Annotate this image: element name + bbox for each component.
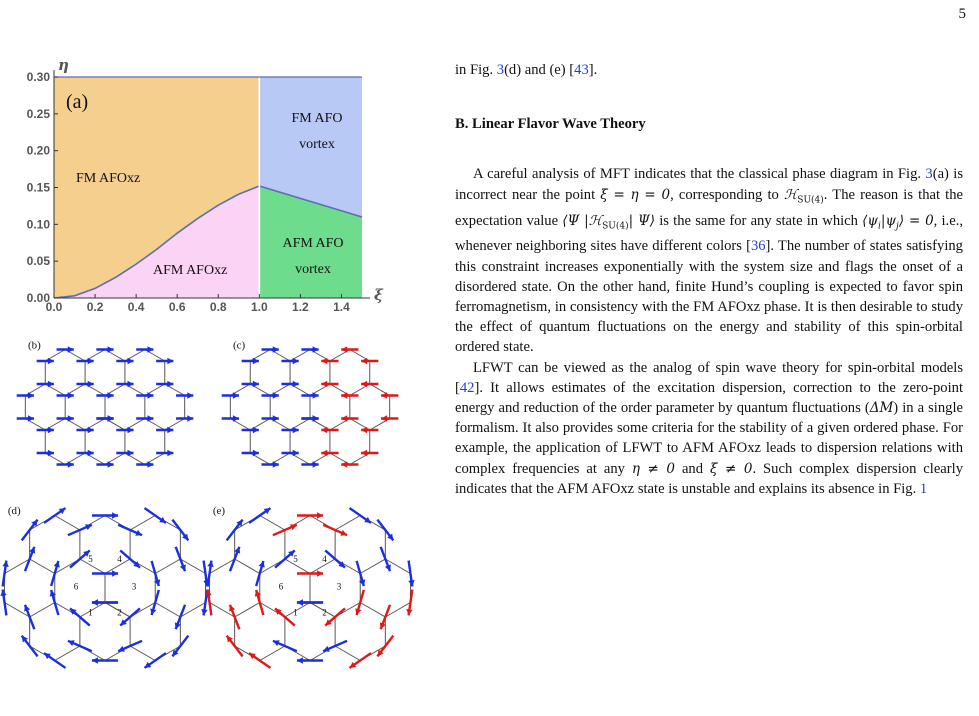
- spin-arrow-head: [88, 450, 94, 456]
- site-label: 6: [73, 581, 79, 592]
- spin-arrow-head: [273, 346, 279, 352]
- lattice-bond: [360, 603, 385, 618]
- spin-arrow-head: [293, 427, 299, 433]
- math-inline: ΔM: [869, 400, 894, 417]
- spin-arrow-head: [321, 427, 327, 433]
- spin-arrow-head: [147, 346, 153, 352]
- y-tick-label: 0.05: [26, 254, 50, 269]
- spin-arrow-head: [92, 657, 98, 663]
- spin-arrow-head: [321, 381, 327, 387]
- spin-arrow-head: [68, 392, 74, 398]
- spin-arrow-head: [128, 358, 134, 364]
- region-label: vortex: [299, 137, 335, 152]
- spin-arrow-head: [88, 427, 94, 433]
- site-label: 1: [88, 607, 93, 618]
- x-tick-label: 1.4: [333, 300, 350, 314]
- spin-arrow-head: [317, 512, 323, 518]
- x-tick-label: 1.2: [292, 300, 309, 314]
- x-tick-label: 0.0: [45, 300, 63, 314]
- panel-a-label: (a): [66, 91, 89, 113]
- site-label: 3: [131, 581, 137, 592]
- spin-arrow-head: [147, 392, 153, 398]
- panel-label: (e): [212, 505, 226, 518]
- spin-arrow-head: [128, 381, 134, 387]
- x-tick-label: 0.8: [209, 300, 227, 314]
- lattice-bond: [30, 559, 55, 574]
- spin-arrow-head: [253, 358, 259, 364]
- figure: [0, 50, 440, 716]
- lattice-bond: [235, 559, 260, 574]
- spin-arrow-head: [28, 392, 34, 398]
- spin-arrow-head: [92, 599, 98, 605]
- panel-label: (c): [232, 339, 246, 352]
- figure-svg: [0, 50, 440, 716]
- intro-paragraph: in Fig. 3(d) and (e) [43].: [455, 62, 598, 78]
- spin-arrow-head: [321, 450, 327, 456]
- math-inline: η ≠ 0: [631, 460, 676, 477]
- site-label: 1: [293, 607, 298, 618]
- spin-arrow-head: [341, 415, 347, 421]
- spin-arrow-head: [108, 346, 114, 352]
- math-inline: $⟨\psi_i|\psi_j⟩ = 0$: [862, 212, 934, 232]
- spin-arrow-head: [233, 392, 239, 398]
- lattice-bond: [55, 646, 80, 661]
- spin-arrow-head: [293, 358, 299, 364]
- panel-label: (d): [7, 505, 21, 518]
- spin-arrow-head: [297, 599, 303, 605]
- spin-arrow-head: [28, 415, 34, 421]
- citation-link[interactable]: 42: [459, 379, 475, 396]
- spin-arrow-head: [297, 657, 303, 663]
- spin-arrow-head: [167, 358, 173, 364]
- lattice-bond: [260, 646, 285, 661]
- spin-arrow-head: [88, 381, 94, 387]
- site-label: 3: [336, 581, 342, 592]
- spin-arrow-head: [233, 415, 239, 421]
- paragraph-mft: A careful analysis of MFT indicates that the classical phase diagram in Fig. 3(a) is incorrect near the point ξ = η = 0, corresponding to ℋ$_{SU(4)}$. The reason is that the expectation value ⟨Ψ |ℋ$_{SU(4)}$| Ψ⟩ is the same for any state in which $⟨\psi_i|\psi_j⟩ = 0$, i.e., whenever neighboring sites have different colors [36]. The number of states satisfying this constraint increases exponentially with the system size and flags the onset of a disordered state. On the other hand, finite Hund’s coupling is expected to favor spin ferromagnetism, in consistency with the FM AFOxz phase. It is then desirable to study the effect of quantum fluctuations on the energy and stability of this spin-orbital ordered state.: [455, 166, 963, 356]
- spin-arrow-head: [321, 358, 327, 364]
- section-heading: B. Linear Flavor Wave Theory: [455, 116, 646, 133]
- site-label: 2: [117, 607, 122, 618]
- spin-arrow-head: [313, 461, 319, 467]
- y-tick-label: 0.00: [26, 291, 50, 305]
- spin-arrow-head: [108, 415, 114, 421]
- spin-arrow-head: [147, 461, 153, 467]
- spin-arrow-head: [273, 461, 279, 467]
- citation-link[interactable]: 43: [574, 62, 589, 78]
- spin-arrow-head: [317, 570, 323, 576]
- lattice-bond: [130, 516, 155, 531]
- spin-arrow-head: [88, 358, 94, 364]
- lattice-bond: [30, 603, 55, 618]
- spin-arrow-head: [361, 381, 367, 387]
- spin-arrow-head: [313, 392, 319, 398]
- spin-arrow-head: [361, 358, 367, 364]
- spin-arrow-head: [112, 570, 118, 576]
- region-label: vortex: [295, 262, 331, 277]
- lattice-bond: [260, 516, 285, 531]
- spin-arrow-head: [48, 358, 54, 364]
- math-inline: ⟨Ψ |ℋ$_{SU(4)}$| Ψ⟩: [562, 212, 656, 232]
- spin-arrow-head: [68, 461, 74, 467]
- spin-arrow-head: [108, 392, 114, 398]
- spin-arrow-head: [381, 415, 387, 421]
- x-axis-label: ξ: [374, 286, 383, 304]
- site-label: 5: [293, 553, 298, 564]
- spin-arrow-head: [48, 381, 54, 387]
- site-label: 2: [322, 607, 327, 618]
- spin-arrow-head: [313, 415, 319, 421]
- citation-link[interactable]: 36: [750, 238, 766, 255]
- y-axis-label: η: [58, 56, 69, 74]
- spin-arrow-head: [293, 381, 299, 387]
- y-tick-label: 0.25: [26, 106, 50, 121]
- spin-arrow-head: [341, 392, 347, 398]
- spin-arrow-head: [167, 381, 173, 387]
- spin-arrow-head: [167, 427, 173, 433]
- region-label: FM AFO: [291, 111, 343, 126]
- lattice-bond: [235, 603, 260, 618]
- lattice-bond: [55, 516, 80, 531]
- site-label: 6: [278, 581, 284, 592]
- figure-ref-link[interactable]: 3: [496, 62, 505, 78]
- paragraph-lfwt: LFWT can be viewed as the analog of spin wave theory for spin-orbital models [42]. It allows estimates of the excitation dispersion, correction to the zero-point energy and reduction of the order parameter by quantum fluctuations (ΔM) in a single formalism. It also provides some criteria for the stability of a given ordered phase. For example, the application of LFWT to AFM AFOxz leads to dispersion relations with complex frequencies at any η ≠ 0 and ξ ≠ 0. Such complex dispersion clearly indicates that the AFM AFOxz state is unstable and explains its absence in Fig. 1: [455, 359, 963, 497]
- spin-arrow-head: [108, 461, 114, 467]
- spin-arrow-head: [128, 427, 134, 433]
- y-tick-label: 0.20: [26, 143, 50, 158]
- page-number: 5: [958, 6, 966, 22]
- x-tick-label: 0.6: [168, 300, 186, 314]
- region-label: FM AFOxz: [76, 171, 141, 186]
- spin-arrow-head: [253, 381, 259, 387]
- lattice-bond: [155, 559, 180, 574]
- spin-arrow-head: [68, 346, 74, 352]
- spin-arrow-head: [48, 450, 54, 456]
- lattice-bond: [335, 516, 360, 531]
- figure-ref-link[interactable]: 1: [919, 480, 928, 497]
- spin-arrow-head: [381, 392, 387, 398]
- spin-arrow-head: [147, 415, 153, 421]
- spin-arrow-head: [361, 450, 367, 456]
- panel-label: (b): [27, 339, 41, 352]
- y-tick-label: 0.15: [26, 180, 50, 195]
- lattice-bond: [130, 646, 155, 661]
- page-crop-mask: [455, 676, 975, 716]
- text-column: [455, 60, 963, 499]
- spin-arrow-head: [48, 427, 54, 433]
- spin-arrow-head: [361, 427, 367, 433]
- spin-arrow-head: [273, 392, 279, 398]
- math-inline: ℋ$_{SU(4)}$: [783, 186, 824, 206]
- site-label: 4: [117, 553, 122, 564]
- lattice-bond: [155, 603, 180, 618]
- x-tick-label: 0.4: [127, 300, 145, 314]
- math-inline: ξ ≠ 0: [709, 460, 753, 477]
- x-tick-label: 1.0: [250, 300, 268, 314]
- y-tick-label: 0.30: [26, 70, 50, 84]
- site-label: 4: [322, 553, 327, 564]
- spin-arrow-head: [112, 512, 118, 518]
- spin-arrow-head: [253, 427, 259, 433]
- spin-arrow-head: [128, 450, 134, 456]
- region-label: AFM AFOxz: [153, 263, 228, 278]
- x-tick-label: 0.2: [86, 300, 104, 314]
- spin-arrow-head: [341, 346, 347, 352]
- lattice-bond: [360, 559, 385, 574]
- math-inline: ξ = η = 0: [600, 186, 671, 203]
- spin-arrow-head: [341, 461, 347, 467]
- region-label: AFM AFO: [282, 236, 344, 251]
- spin-arrow-head: [313, 346, 319, 352]
- site-label: 5: [88, 553, 93, 564]
- y-tick-label: 0.10: [26, 217, 50, 232]
- spin-arrow-head: [68, 415, 74, 421]
- lattice-bond: [335, 646, 360, 661]
- spin-arrow-head: [187, 392, 193, 398]
- spin-arrow-head: [167, 450, 173, 456]
- spin-arrow-head: [293, 450, 299, 456]
- spin-arrow-head: [273, 415, 279, 421]
- spin-arrow-head: [187, 415, 193, 421]
- figure-ref-link[interactable]: 3: [925, 166, 933, 183]
- spin-arrow-head: [253, 450, 259, 456]
